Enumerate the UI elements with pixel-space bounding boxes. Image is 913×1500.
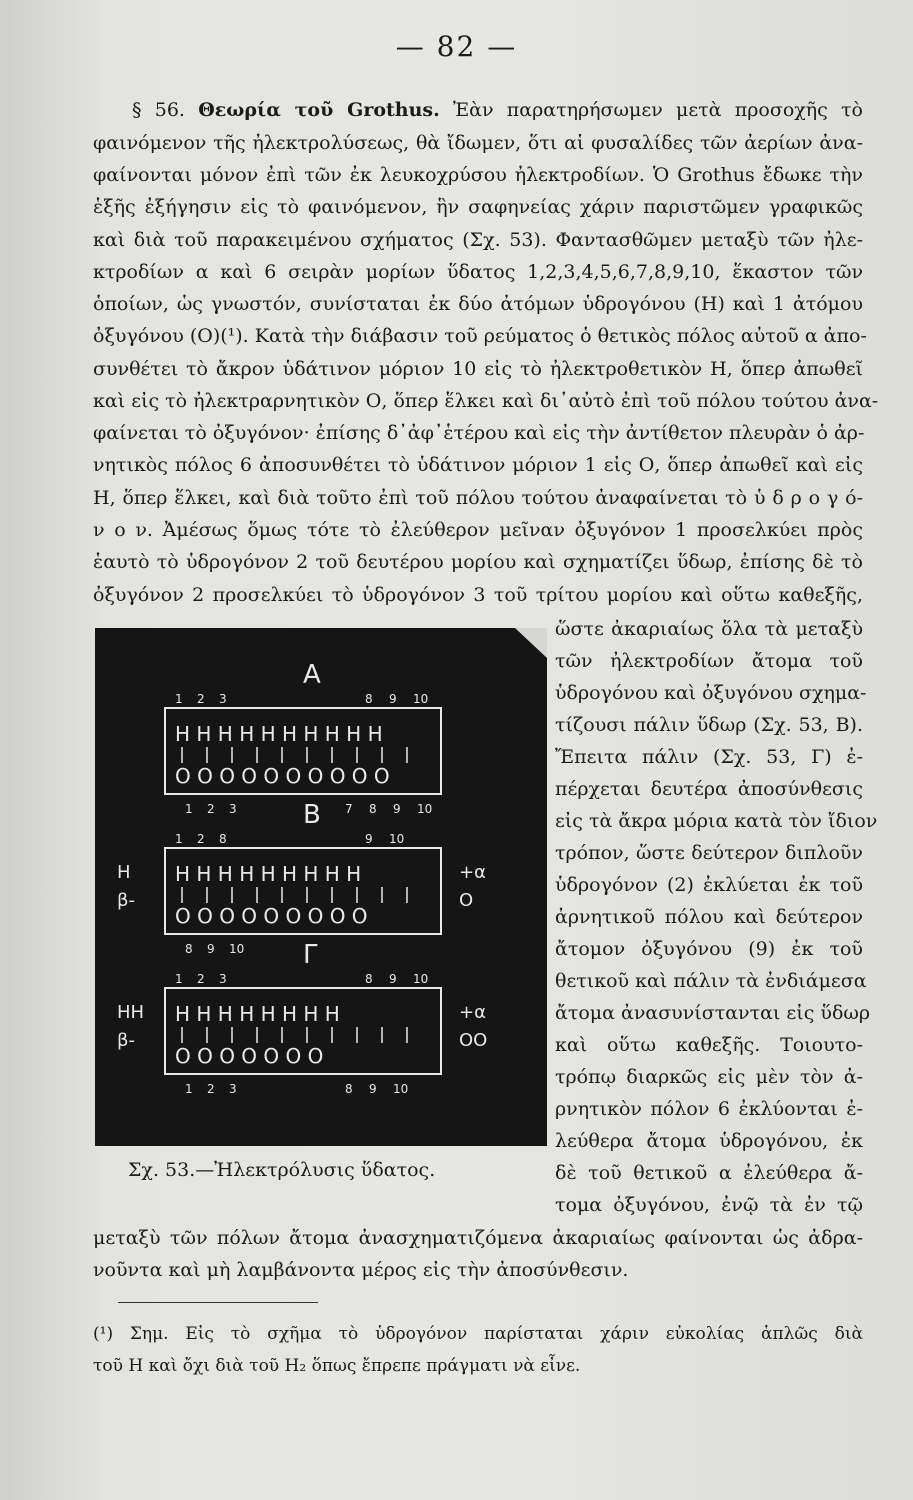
oxygen-row: Ο Ο Ο Ο Ο Ο Ο (175, 1044, 324, 1068)
side-text-line: Ἔπειτα πάλιν (Σχ. 53, Γ) ἐ- (555, 746, 863, 768)
molecule-number: 9 (365, 832, 373, 846)
text-line: ὀξυγόνον 2 προσελκύει τὸ ὑδρογόνον 3 τοῦ τρίτου μορίου καὶ οὕτω καθεξῆς, (93, 584, 863, 606)
side-text-line: ρνητικὸν πόλον 6 ἐκλύονται ἐ- (555, 1098, 863, 1120)
molecule-number: 8 (185, 942, 193, 956)
molecule-number: 9 (389, 692, 397, 706)
text-line: κτροδίων α καὶ 6 σειρὰν μορίων ὕδατος 1,2,3,4,5,6,7,8,9,10, ἕκαστον τῶν (93, 261, 863, 283)
positive-pole-label: Ο (459, 890, 474, 911)
text-line: ὀξυγόνου (Ο)(¹). Κατὰ τὴν διάβασιν τοῦ ρεύματος ὁ θετικὸς πόλος αὐτοῦ α ἀπο- (93, 325, 867, 347)
side-text-line: καὶ οὕτω καθεξῆς. Τοιουτο- (555, 1034, 863, 1056)
side-text-line: ἄτομον ὀξυγόνου (9) ἐκ τοῦ (555, 938, 863, 960)
side-text-line: τρόπον, ὥστε δεύτερον διπλοῦν (555, 842, 863, 864)
text-line: καὶ εἰς τὸ ἠλεκτραρνητικὸν Ο, ὅπερ ἕλκει καὶ δι᾽αὐτὸ ἐπὶ τοῦ πόλου τούτου ἀνα- (93, 390, 879, 412)
molecule-number: 3 (219, 972, 227, 986)
section-mark: § 56. (132, 99, 185, 121)
side-text-line: τομα ὀξυγόνου, ἐνῷ τὰ ἐν τῷ (555, 1194, 863, 1216)
text-line: καὶ διὰ τοῦ παρακειμένου σχήματος (Σχ. 53). Φαντασθῶμεν μεταξὺ τῶν ἠλε- (93, 229, 863, 251)
molecule-number: 10 (413, 972, 429, 986)
positive-pole-label: +α (459, 862, 486, 883)
molecule-number: 8 (369, 802, 377, 816)
panel-letter: Β (303, 800, 321, 830)
molecule-number: 3 (219, 692, 227, 706)
molecule-number: 2 (207, 802, 215, 816)
molecule-number: 7 (345, 802, 353, 816)
molecule-number: 1 (185, 802, 193, 816)
molecule-number: 1 (185, 1082, 193, 1096)
text-line: νητικὸς πόλος 6 ἀποσυνθέτει τὸ ὑδάτινον μόριον 1 εἰς Ο, ὅπερ ἀπωθεῖ καὶ εἰς (93, 454, 863, 476)
molecule-number: 2 (197, 972, 205, 986)
side-text-line: ὑδρογόνον (2) ἐκλύεται ἐκ τοῦ (555, 874, 863, 896)
molecule-number: 9 (393, 802, 401, 816)
side-text-line: λεύθερα ἄτομα ὑδρογόνου, ἐκ (555, 1130, 863, 1152)
molecule-number: 2 (197, 692, 205, 706)
text-line: νοῦντα καὶ μὴ λαμβάνοντα μέρος εἰς τὴν ἀποσύνθεσιν. (93, 1259, 629, 1281)
molecule-number: 10 (229, 942, 245, 956)
line-text: Ἐὰν παρατηρήσωμεν μετὰ προσοχῆς τὸ (452, 99, 863, 121)
figure-drawing (95, 628, 547, 1146)
side-text-line: τρόπῳ διαρκῶς εἰς μὲν τὸν ἀ- (555, 1066, 863, 1088)
text-line: ὁποίων, ὡς γνωστόν, συνίσταται ἐκ δύο ἀτόμων ὑδρογόνου (Η) καὶ 1 ἀτόμου (93, 293, 863, 315)
electrolysis-figure (95, 628, 547, 1146)
figure-caption: Σχ. 53.—Ἠλεκτρόλυσις ὕδατος. (128, 1159, 436, 1181)
molecule-number: 9 (369, 1082, 377, 1096)
side-text-line: ὥστε ἀκαριαίως ὅλα τὰ μεταξὺ (555, 618, 863, 640)
paragraph-first-line (132, 98, 863, 122)
molecule-number: 8 (365, 972, 373, 986)
molecule-number: 8 (219, 832, 227, 846)
text-line: ἑαυτὸ τὸ ὑδρογόνον 2 τοῦ δευτέρου μορίου καὶ σχηματίζει ὕδωρ, ἐπίσης δὲ τὸ (93, 551, 863, 573)
positive-pole-label: ΟΟ (459, 1030, 488, 1051)
footnote-line: τοῦ Η καὶ ὄχι διὰ τοῦ Η₂ ὅπως ἔπρεπε πράγματι νὰ εἶνε. (93, 1356, 581, 1376)
hydrogen-row: Η Η Η Η Η Η Η Η Η (175, 862, 362, 886)
side-text-line: ἀρνητικοῦ πόλου καὶ δεύτερον (555, 906, 863, 928)
side-text-line: θετικοῦ καὶ πάλιν τὰ ἐνδιάμεσα (555, 970, 867, 992)
molecule-number: 3 (229, 802, 237, 816)
section-heading: Θεωρία τοῦ Grothus. (198, 99, 440, 121)
negative-pole-label: Η (117, 862, 131, 883)
oxygen-row: Ο Ο Ο Ο Ο Ο Ο Ο Ο (175, 904, 368, 928)
side-text-line: δὲ τοῦ θετικοῦ α ἐλεύθερα ἄ- (555, 1162, 863, 1184)
side-text-line: τίζουσι πάλιν ὕδωρ (Σχ. 53, Β). (555, 714, 863, 736)
footnote-rule (118, 1302, 318, 1303)
panel-letter: Α (303, 660, 321, 690)
molecule-number: 10 (413, 692, 429, 706)
molecule-number: 2 (207, 1082, 215, 1096)
text-line: Η, ὅπερ ἕλκει, καὶ διὰ τοῦτο ἐπὶ τοῦ πόλου τούτου ἀναφαίνεται τὸ ὑ δ ρ ο γ ό- (93, 487, 863, 509)
molecule-number: 10 (417, 802, 433, 816)
molecule-number: 1 (175, 972, 183, 986)
molecule-number: 10 (393, 1082, 409, 1096)
text-line: ἑξῆς ἐξήγησιν εἰς τὸ φαινόμενον, ἣν σαφηνείας χάριν παριστῶμεν γραφικῶς (93, 196, 863, 218)
negative-pole-label: β- (117, 890, 135, 911)
molecule-number: 2 (197, 832, 205, 846)
molecule-number: 9 (389, 972, 397, 986)
side-text-line: πέρχεται δευτέρα ἀποσύνθεσις (555, 778, 863, 800)
text-line: συνθέτει τὸ ἄκρον ὑδάτινον μόριον 10 εἰς τὸ ἠλεκτροθετικὸν Η, ὅπερ ἀπωθεῖ (93, 358, 863, 380)
oxygen-row: Ο Ο Ο Ο Ο Ο Ο Ο Ο Ο (175, 764, 390, 788)
hydrogen-row: Η Η Η Η Η Η Η Η (175, 1002, 340, 1026)
page-number: — 82 — (395, 30, 518, 63)
text-line: φαίνονται μόνον ἐπὶ τῶν ἐκ λευκοχρύσου ἠλεκτροδίων. Ὁ Grothus ἔδωκε τὴν (93, 164, 863, 186)
molecule-number: 1 (175, 692, 183, 706)
side-text-line: ὑδρογόνου καὶ ὀξυγόνου σχημα- (555, 682, 867, 704)
side-text-line: ἄτομα ἀνασυνίστανται εἰς ὕδωρ (555, 1002, 871, 1024)
text-line: μεταξὺ τῶν πόλων ἄτομα ἀνασχηματιζόμενα ἀκαριαίως φαίνονται ὡς ἀδρα- (93, 1227, 863, 1249)
text-line: φαίνεται τὸ ὀξυγόνον· ἐπίσης δ᾽ἀφ᾽ἑτέρου καὶ εἰς τὴν ἀντίθετον πλευρὰν ὁ ἀρ- (93, 422, 865, 444)
panel-letter: Γ (303, 940, 318, 970)
molecule-number: 8 (345, 1082, 353, 1096)
footnote-line: (¹) Σημ. Εἰς τὸ σχῆμα τὸ ὑδρογόνον παρίσταται χάριν εὐκολίας ἁπλῶς διὰ (93, 1324, 863, 1344)
molecule-number: 1 (175, 832, 183, 846)
positive-pole-label: +α (459, 1002, 486, 1023)
side-text-line: τῶν ἠλεκτροδίων ἄτομα τοῦ (555, 650, 863, 672)
molecule-number: 10 (389, 832, 405, 846)
molecule-number: 8 (365, 692, 373, 706)
molecule-number: 9 (207, 942, 215, 956)
text-line: φαινόμενον τῆς ἠλεκτρολύσεως, θὰ ἴδωμεν, ὅτι αἱ φυσαλίδες τῶν ἀερίων ἀνα- (93, 132, 863, 154)
text-line: ν ο ν. Ἀμέσως ὅμως τότε τὸ ἐλεύθερον μεῖναν ὀξυγόνον 1 προσελκύει πρὸς (93, 519, 863, 541)
negative-pole-label: ΗΗ (117, 1002, 145, 1023)
hydrogen-row: Η Η Η Η Η Η Η Η Η Η (175, 722, 383, 746)
negative-pole-label: β- (117, 1030, 135, 1051)
molecule-number: 3 (229, 1082, 237, 1096)
side-text-line: εἰς τὰ ἄκρα μόρια κατὰ τὸν ἴδιον (555, 810, 878, 832)
